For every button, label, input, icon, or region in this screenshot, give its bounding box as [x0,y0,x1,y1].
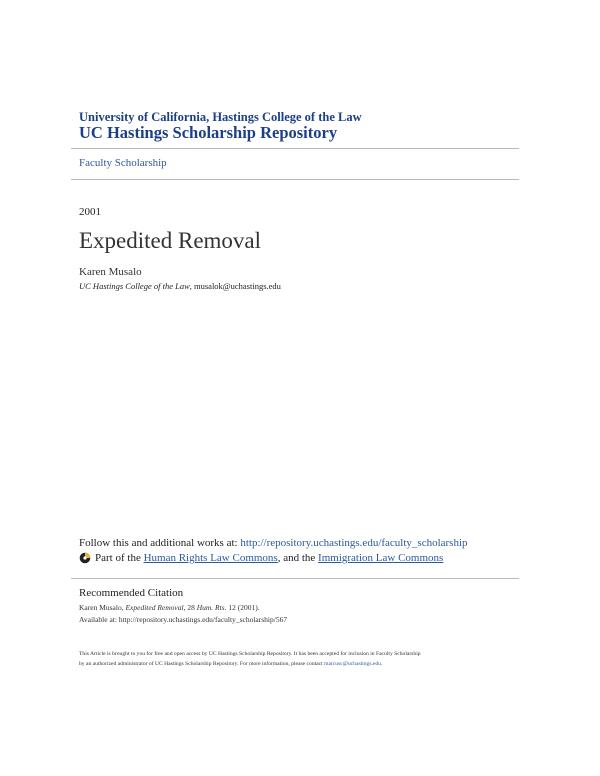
access-notice-line-1: This Article is brought to you for free and open access by UC Hastings Scholarship Repository. It has been accepted for inclusion in Faculty Scholarship [79,651,421,657]
author-email: , musalok@uchastings.edu [189,281,281,291]
availability-prefix: Available at: [79,615,119,624]
collection-divider [71,179,519,180]
follow-link[interactable]: http://repository.uchastings.edu/faculty_scholarship [240,537,468,549]
part-of-middle: , and the [277,552,316,564]
header-divider [71,148,519,149]
article-title: Expedited Removal [79,228,262,253]
citation-line [79,603,260,612]
immigration-commons-link[interactable]: Immigration Law Commons [318,552,444,564]
recommended-citation-heading: Recommended Citation [79,587,184,599]
citation-divider [71,578,519,579]
access-notice-line-2 [79,661,382,667]
contact-email-link[interactable]: marcusc@uchastings.edu [324,661,381,667]
availability-url[interactable]: http://repository.uchastings.edu/faculty_scholarship/567 [118,615,288,624]
citation-pages: 12 (2001). [226,603,260,612]
notice-suffix: . [380,661,383,667]
repository-name: UC Hastings Scholarship Repository [79,123,338,142]
bepress-network-icon [79,552,91,564]
part-of-prefix: Part of the [95,552,141,564]
notice-prefix: by an authorized administrator of UC Hastings Scholarship Repository. For more information, please contact [79,661,325,667]
citation-volume: , 28 [183,603,197,612]
institution-name: University of California, Hastings College of the Law [79,110,362,124]
citation-author: Karen Musalo, [79,603,126,612]
citation-title: Expedited Removal [125,603,184,612]
collection-link[interactable]: Faculty Scholarship [79,157,167,169]
citation-journal: Hum. Rts. [196,603,227,612]
follow-prefix: Follow this and additional works at: [79,537,241,549]
author-affiliation [79,281,281,291]
publication-year: 2001 [79,206,101,218]
follow-line [79,537,468,549]
human-rights-commons-link[interactable]: Human Rights Law Commons [143,552,278,564]
availability-line [79,615,287,624]
author-name: Karen Musalo [79,266,142,278]
part-of-line [79,552,443,564]
affiliation-name: UC Hastings College of the Law [79,281,190,291]
